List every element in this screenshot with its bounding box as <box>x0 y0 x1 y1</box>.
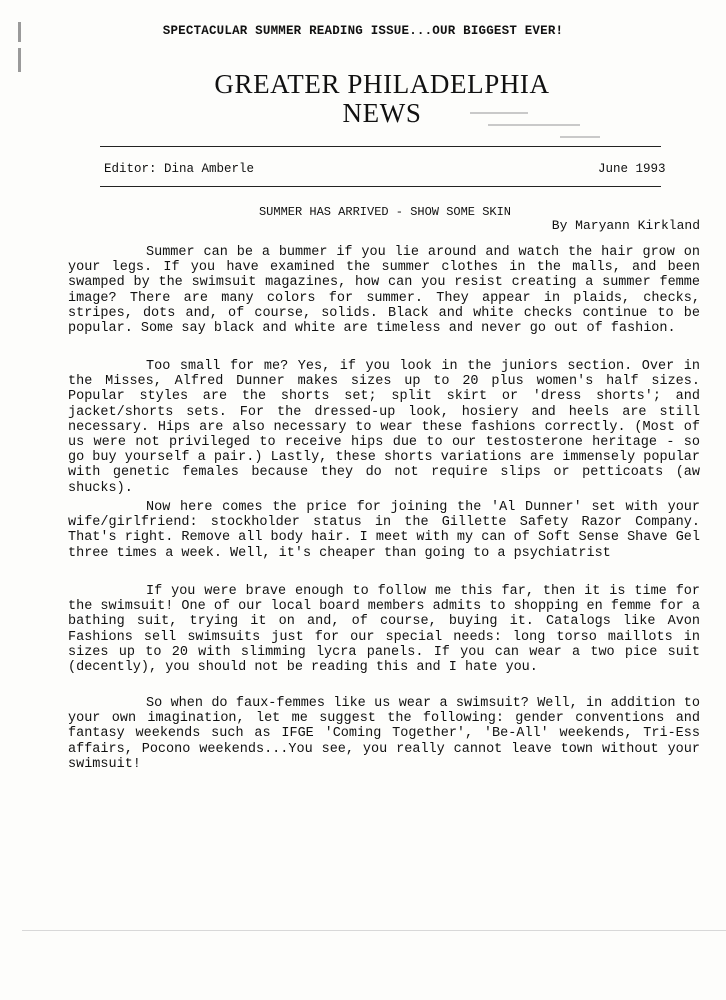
article-paragraph: So when do faux-femmes like us wear a swimsuit? Well, in addition to your own imagination, let me suggest the following: gender conventions and fantasy weekends such as IFGE 'Coming Together', 'Be-All' weekends, Tri-Ess affairs, Pocono weekends...You see, you really cannot leave town without your swimsuit! <box>68 696 700 772</box>
article-paragraph: If you were brave enough to follow me this far, then it is time for the swimsuit! One of our local board members admits to shopping en femme for a bathing suit, trying it on and, of course, buying it. Catalogs like Avon Fashions sell swimsuits just for our special needs: long torso maillots in sizes up to 20 with slimming lycra panels. If you can wear a two pice suit (decently), you should not be reading this and I hate you. <box>68 584 700 676</box>
issue-banner: SPECTACULAR SUMMER READING ISSUE...OUR BIGGEST EVER! <box>162 24 564 38</box>
editor-credit: Editor: Dina Amberle <box>104 162 255 176</box>
smudge-mark <box>470 112 528 114</box>
masthead-line-1: GREATER PHILADELPHIA <box>214 69 550 99</box>
issue-date: June 1993 <box>598 162 666 176</box>
article-paragraph: Now here comes the price for joining the 'Al Dunner' set with your wife/girlfriend: stockholder status in the Gillette Safety Razor Company. That's right. Remove all body hair. I meet with my can of Soft Sense Shave Gel three times a week. Well, it's cheaper than going to a psychiatrist <box>68 500 700 561</box>
article-byline: By Maryann Kirkland <box>551 218 700 233</box>
article-title: SUMMER HAS ARRIVED - SHOW SOME SKIN <box>258 205 512 219</box>
article-paragraph: Summer can be a bummer if you lie around and watch the hair grow on your legs. If you have examined the summer clothes in the malls, and been swamped by the swimsuit magazines, how can you resist creating a summer femme image? There are many colors for summer. They appear in plaids, checks, stripes, dots and, of course, solids. Black and white checks continue to be popular. Some say black and white are timeless and never go out of fashion. <box>68 245 700 337</box>
article-paragraph: Too small for me? Yes, if you look in the juniors section. Over in the Misses, Alfred Dunner makes sizes up to 20 plus women's half sizes. Popular styles are the shorts set; split skirt or 'dress shorts'; and jacket/shorts sets. For the dressed-up look, hosiery and heels are still necessary. Hips are also necessary to wear these fashions correctly. (Most of us were not privileged to receive hips due to our testosterone heritage - so go buy yourself a pair.) Lastly, these shorts variations are immensely popular with genetic females because they do not require slips or petticoats (aw shucks). <box>68 359 700 496</box>
header-rule-bottom <box>100 186 661 187</box>
binding-mark <box>18 48 21 72</box>
masthead-line-2: NEWS <box>342 98 422 128</box>
header-rule-top <box>100 146 661 147</box>
page-edge-line <box>22 930 726 931</box>
smudge-mark <box>560 136 600 138</box>
masthead <box>0 70 726 128</box>
smudge-mark <box>488 124 580 126</box>
